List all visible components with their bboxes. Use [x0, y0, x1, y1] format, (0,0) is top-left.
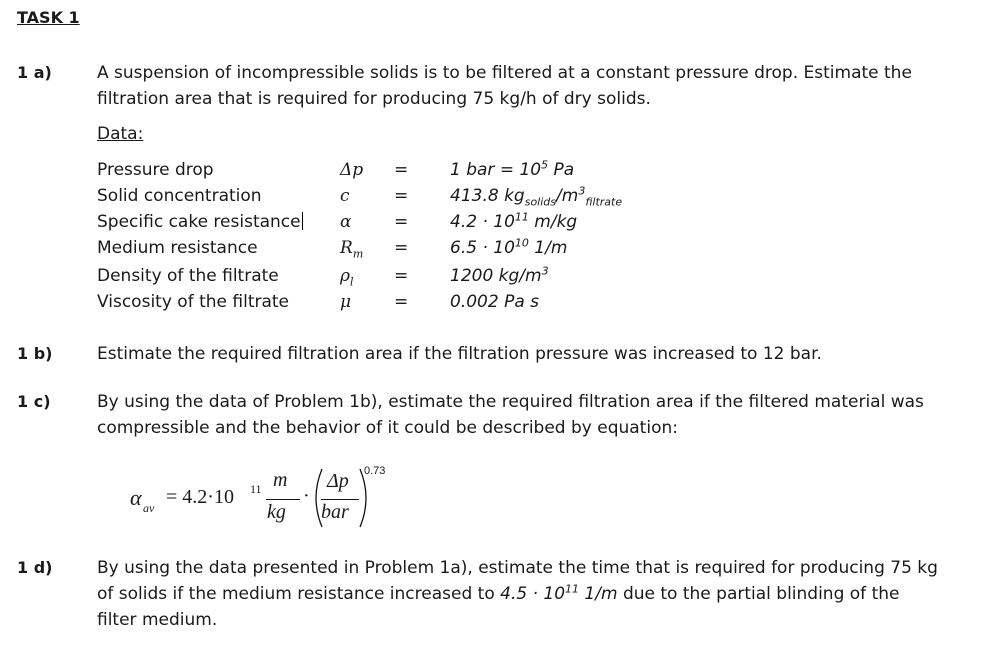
- problem-1d-text: By using the data presented in Problem 1a), estimate the time that is required for producing 75 kg of solids if the medium resistance increased to $4.5 \cdot 10^{11}$ 1/m due to the partial blinding of the filter medium.: [97, 558, 938, 630]
- problem-1a-text: A suspension of incompressible solids is to be filtered at a constant pressure drop. Estimate the filtration area that is required for producing 75 kg/h of dry solids.: [97, 63, 912, 109]
- row-name: Medium resistance: [97, 238, 258, 258]
- eq-alpha-sub: av: [143, 501, 155, 515]
- row-equals: =: [394, 292, 409, 312]
- row-value: 1 bar = $10^5$ Pa: [450, 158, 575, 180]
- row-name: Viscosity of the filtrate: [97, 292, 290, 312]
- data-row-density: [97, 266, 697, 292]
- row-name: Solid concentration: [97, 186, 262, 206]
- row-symbol: Δp: [340, 160, 364, 180]
- text-cursor: [302, 212, 303, 230]
- row-equals: =: [394, 266, 409, 286]
- row-name: Specific cake resistance: [97, 212, 301, 232]
- eq-unit-bar: [266, 499, 300, 500]
- blinded-medium-resistance-value: $4.5 \cdot 10^{11}$ 1/m: [500, 582, 618, 604]
- row-equals: =: [394, 238, 409, 258]
- data-row-pressure-drop: [97, 160, 697, 186]
- eq-dot: ·: [303, 485, 310, 507]
- eq-alpha: α: [130, 485, 142, 510]
- row-symbol: c: [340, 186, 350, 206]
- eq-exponent: 0.73: [364, 465, 386, 477]
- row-value: 0.002 Pa s: [450, 292, 540, 312]
- row-equals: =: [394, 160, 409, 180]
- problem-1a-label: 1 a): [17, 63, 52, 82]
- eq-unit-denominator: kg: [267, 501, 286, 523]
- eq-frac-bar: [321, 499, 359, 500]
- eq-unit-numerator: m: [273, 469, 288, 491]
- row-equals: =: [394, 186, 409, 206]
- row-value: $6.5 \cdot 10^{10}$ 1/m: [450, 236, 568, 258]
- row-symbol: α: [340, 212, 352, 232]
- eq-coefficient-exp: 11: [250, 482, 262, 496]
- data-row-specific-cake-resistance: [97, 212, 697, 238]
- data-row-solid-concentration: [97, 186, 697, 212]
- compressibility-equation: [130, 465, 430, 535]
- row-value: 1200 $kg/m^3$: [450, 264, 549, 286]
- eq-coefficient: = 4.2·10: [166, 486, 234, 508]
- problem-1b-label: 1 b): [17, 344, 53, 363]
- row-symbol: $\rho_l$: [340, 266, 354, 289]
- data-heading: Data:: [97, 124, 144, 144]
- problem-1b-text: Estimate the required filtration area if the filtration pressure was increased to 12 bar.: [97, 344, 822, 364]
- data-row-medium-resistance: [97, 238, 697, 264]
- problem-1d-label: 1 d): [17, 558, 53, 577]
- row-symbol: μ: [340, 292, 352, 312]
- row-equals: =: [394, 212, 409, 232]
- eq-frac-denominator: bar: [321, 501, 349, 523]
- row-symbol: $R_m$: [340, 238, 364, 261]
- row-value: $4.2 \cdot 10^{11}$ m/kg: [450, 210, 578, 232]
- row-name: Pressure drop: [97, 160, 214, 180]
- problem-1c-text: By using the data of Problem 1b), estimate the required filtration area if the filtered material was compressible and the behavior of it could be described by equation:: [97, 392, 924, 438]
- row-name: Density of the filtrate: [97, 266, 279, 286]
- data-row-viscosity: [97, 292, 697, 318]
- task-title: TASK 1: [17, 8, 80, 27]
- eq-frac-numerator: Δp: [327, 470, 349, 492]
- row-value: 413.8 $kg_{solids}/m^3_{filtrate}$: [450, 184, 623, 209]
- problem-1c-label: 1 c): [17, 392, 51, 411]
